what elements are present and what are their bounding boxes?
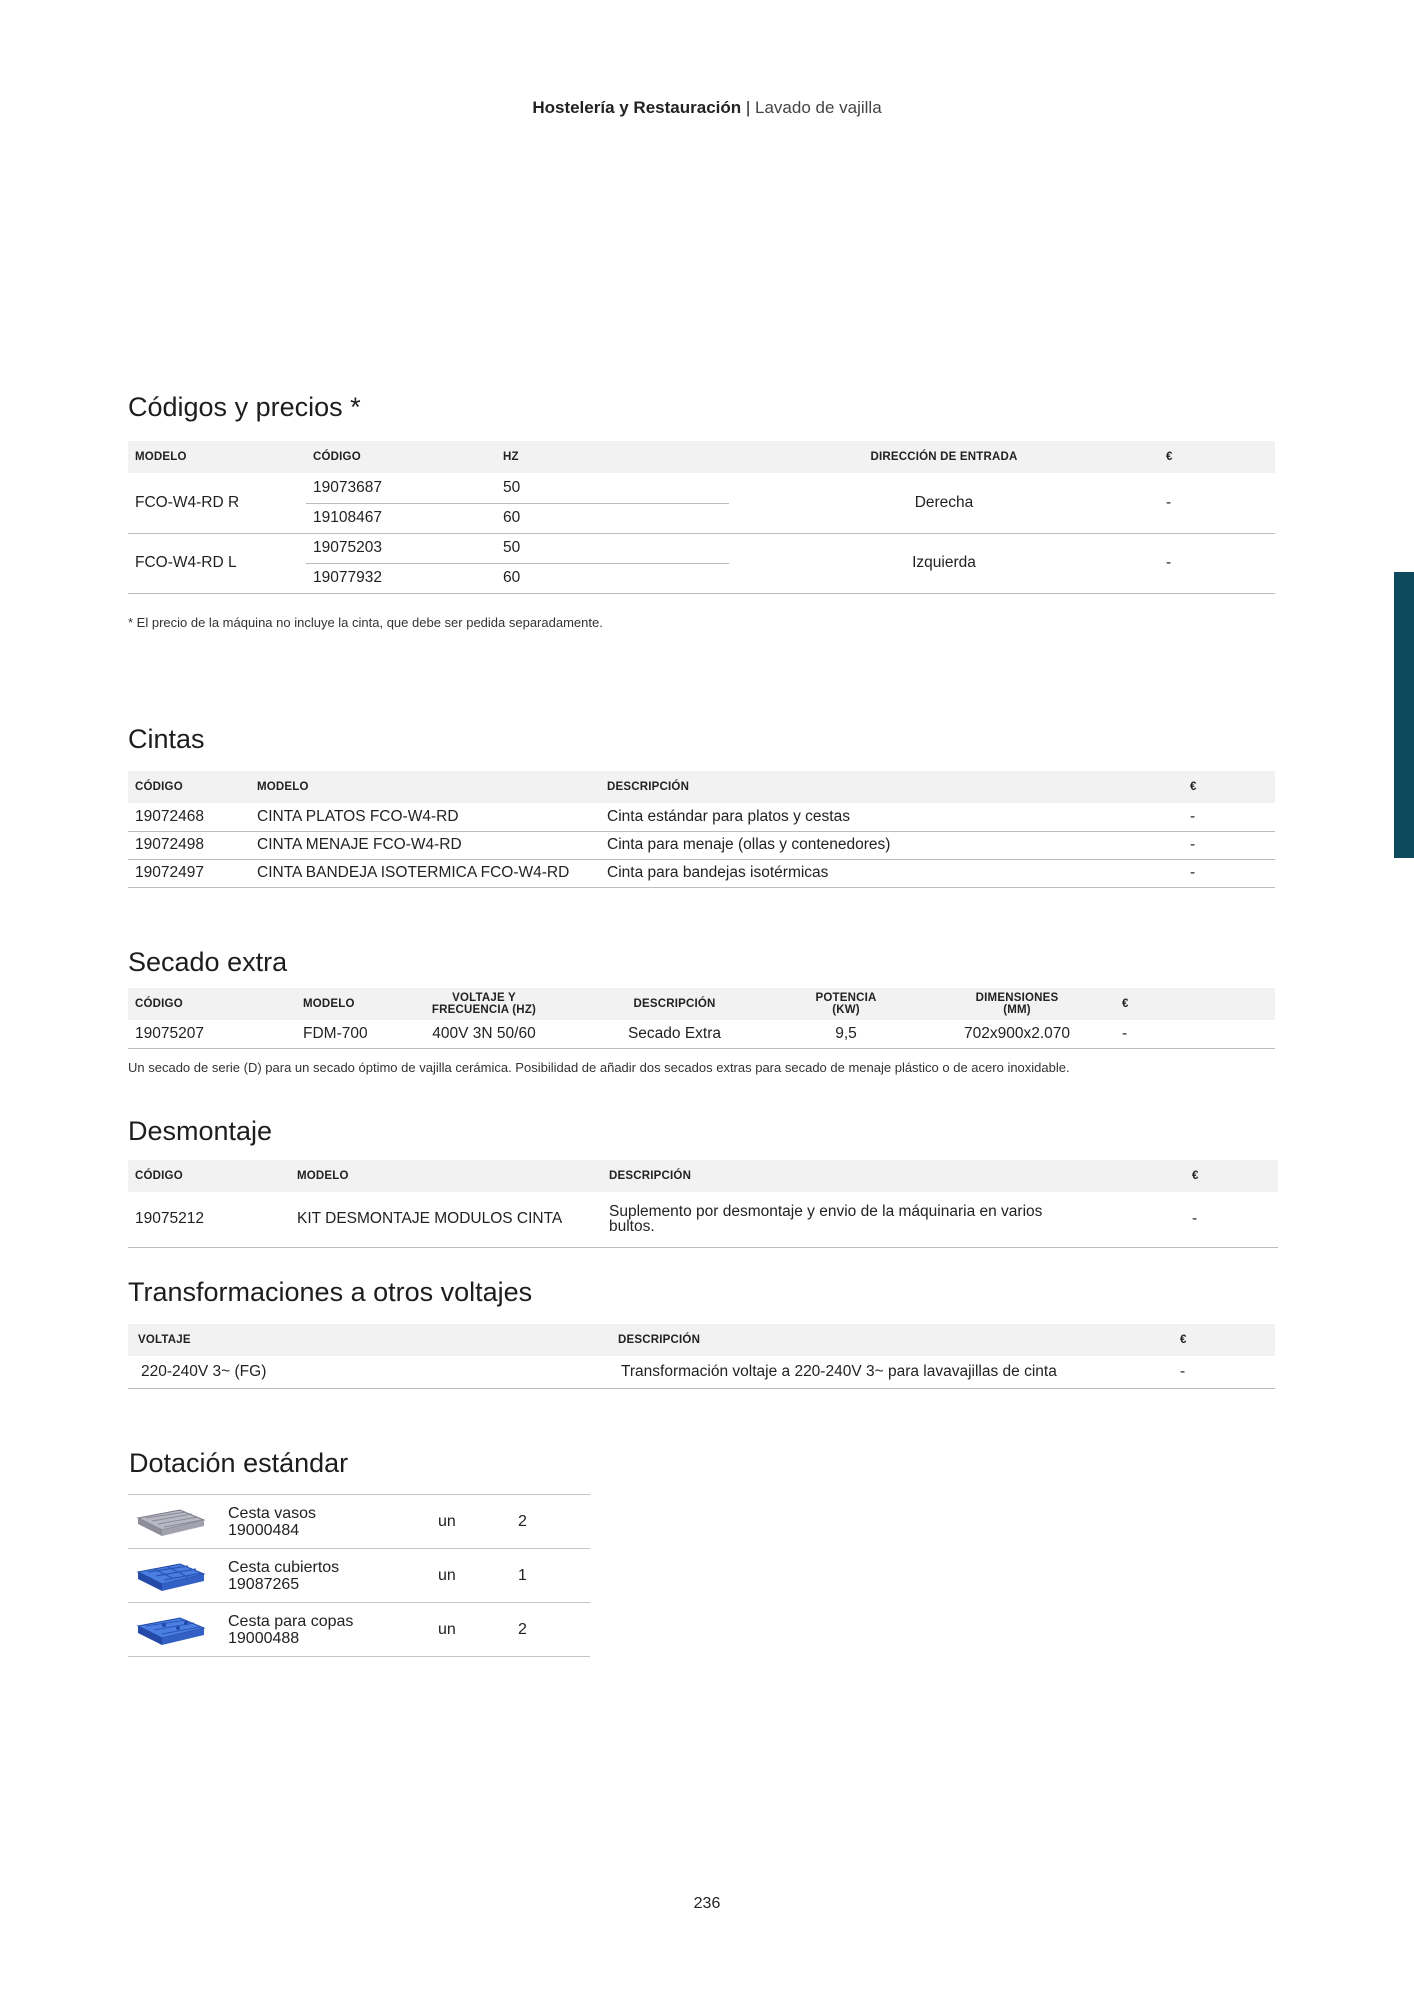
- cell-codigo: 19075212: [128, 1192, 290, 1247]
- item-nombre: Cesta cubiertos: [228, 1558, 340, 1576]
- col-hz: HZ: [496, 441, 729, 473]
- col-modelo: MODELO: [250, 771, 600, 803]
- col-precio: €: [1115, 988, 1275, 1020]
- col-voltaje-line2: FRECUENCIA (HZ): [431, 1004, 537, 1016]
- transformaciones-table: [128, 1324, 1275, 1389]
- col-modelo: MODELO: [128, 441, 306, 473]
- basket-image-cell: [128, 1603, 228, 1657]
- cell-hz: 50: [496, 473, 729, 503]
- cell-hz: 60: [496, 563, 729, 593]
- item-codigo: 19000488: [228, 1629, 300, 1647]
- cell-potencia: 9,5: [773, 1020, 919, 1048]
- cell-hz: 50: [496, 533, 729, 563]
- desmontaje-table: [128, 1160, 1278, 1248]
- cell-codigo: 19075203: [306, 533, 496, 563]
- table-row: [128, 1495, 590, 1549]
- col-codigo: CÓDIGO: [128, 1160, 290, 1192]
- col-potencia-line1: POTENCIA: [815, 992, 877, 1004]
- cell-precio: -: [1159, 533, 1275, 593]
- cell-modelo: FDM-700: [296, 1020, 392, 1048]
- table-header-row: [128, 441, 1275, 473]
- cell-precio: -: [1183, 831, 1275, 859]
- col-codigo: CÓDIGO: [128, 988, 296, 1020]
- col-precio: €: [1185, 1160, 1278, 1192]
- cell-descripcion: Transformación voltaje a 220-240V 3~ para lavavajillas de cinta: [606, 1356, 1173, 1388]
- item-cantidad: 2: [518, 1603, 590, 1657]
- cell-modelo: CINTA MENAJE FCO-W4-RD: [250, 831, 600, 859]
- table-row: [128, 1356, 1275, 1388]
- col-dimensiones-line2: (MM): [1003, 1004, 1031, 1016]
- cell-direccion: Izquierda: [729, 533, 1159, 593]
- table-header-row: [128, 771, 1275, 803]
- cell-descripcion: Cinta para menaje (ollas y contenedores): [600, 831, 1183, 859]
- table-header-row: [128, 1324, 1275, 1356]
- cell-descripcion: Secado Extra: [576, 1020, 773, 1048]
- cutlery-basket-icon: [134, 1556, 208, 1596]
- table-row: [128, 859, 1275, 887]
- cell-dimensiones: 702x900x2.070: [919, 1020, 1115, 1048]
- item-cantidad: 1: [518, 1549, 590, 1603]
- cell-modelo: FCO-W4-RD R: [128, 473, 306, 533]
- cell-descripcion: Cinta para bandejas isotérmicas: [600, 859, 1183, 887]
- codigos-table: [128, 441, 1275, 594]
- cell-modelo: CINTA BANDEJA ISOTERMICA FCO-W4-RD: [250, 859, 600, 887]
- cell-codigo: 19075207: [128, 1020, 296, 1048]
- cell-voltaje: 220-240V 3~ (FG): [128, 1356, 606, 1388]
- item-unidad: un: [438, 1603, 518, 1657]
- table-row: [128, 1549, 590, 1603]
- col-precio: €: [1159, 441, 1275, 473]
- cell-precio: -: [1115, 1020, 1275, 1048]
- cell-modelo: CINTA PLATOS FCO-W4-RD: [250, 803, 600, 831]
- table-row: [128, 831, 1275, 859]
- table-row: [128, 1192, 1278, 1247]
- cell-descripcion: [602, 1192, 1185, 1247]
- col-potencia-line2: (KW): [832, 1004, 860, 1016]
- dotacion-title: Dotación estándar: [129, 1448, 349, 1478]
- col-descripcion: DESCRIPCIÓN: [606, 1324, 1173, 1356]
- running-header: [0, 98, 1414, 118]
- cell-modelo: FCO-W4-RD L: [128, 533, 306, 593]
- cell-hz: 60: [496, 503, 729, 533]
- col-potencia: [773, 988, 919, 1020]
- table-row: [128, 803, 1275, 831]
- col-modelo: MODELO: [290, 1160, 602, 1192]
- dotacion-table: [128, 1494, 590, 1657]
- table-row: [128, 1020, 1275, 1048]
- secado-title: Secado extra: [128, 947, 288, 977]
- item-codigo: 19000484: [228, 1521, 300, 1539]
- cell-codigo: 19072497: [128, 859, 250, 887]
- col-modelo: MODELO: [296, 988, 392, 1020]
- desmontaje-title: Desmontaje: [128, 1116, 273, 1146]
- item-cantidad: 2: [518, 1495, 590, 1549]
- cintas-title: Cintas: [128, 724, 205, 754]
- page-number: 236: [693, 1895, 721, 1912]
- cell-codigo: 19073687: [306, 473, 496, 503]
- table-row: [128, 1603, 590, 1657]
- cell-codigo: 19072498: [128, 831, 250, 859]
- codigos-note: * El precio de la máquina no incluye la cinta, que debe ser pedida separadamente.: [128, 615, 603, 630]
- item-text: [228, 1603, 438, 1657]
- wine-glass-basket-icon: [134, 1610, 208, 1650]
- col-dimensiones: [919, 988, 1115, 1020]
- cell-precio: -: [1183, 859, 1275, 887]
- table-header-row: [128, 988, 1275, 1020]
- item-codigo: 19087265: [228, 1575, 300, 1593]
- col-dimensiones-line1: DIMENSIONES: [975, 992, 1059, 1004]
- item-text: [228, 1549, 438, 1603]
- col-precio: €: [1183, 771, 1275, 803]
- transformaciones-title: Transformaciones a otros voltajes: [128, 1277, 533, 1307]
- col-voltaje: [392, 988, 576, 1020]
- col-direccion: DIRECCIÓN DE ENTRADA: [729, 441, 1159, 473]
- cell-codigo: 19077932: [306, 563, 496, 593]
- cell-codigo: 19108467: [306, 503, 496, 533]
- header-separator: |: [741, 98, 756, 117]
- secado-note: Un secado de serie (D) para un secado óptimo de vajilla cerámica. Posibilidad de añadir dos secados extras para secado de menaje plástico o de acero inoxidable.: [128, 1060, 1070, 1075]
- col-voltaje-line1: VOLTAJE Y: [452, 992, 516, 1004]
- item-unidad: un: [438, 1549, 518, 1603]
- cell-descripcion-line1: Suplemento por desmontaje y envio de la máquinaria en varios: [609, 1203, 1043, 1221]
- table-row: [128, 473, 1275, 503]
- col-descripcion: DESCRIPCIÓN: [600, 771, 1183, 803]
- cell-precio: -: [1173, 1356, 1275, 1388]
- col-descripcion: DESCRIPCIÓN: [576, 988, 773, 1020]
- col-codigo: CÓDIGO: [306, 441, 496, 473]
- item-nombre: Cesta vasos: [228, 1504, 317, 1522]
- cintas-table: [128, 771, 1275, 888]
- cell-precio: -: [1185, 1192, 1278, 1247]
- cell-descripcion: Cinta estándar para platos y cestas: [600, 803, 1183, 831]
- cell-descripcion-line2: bultos.: [609, 1218, 655, 1236]
- secado-table: [128, 988, 1275, 1049]
- codigos-title: Códigos y precios *: [128, 392, 361, 422]
- header-subsection: Lavado de vajilla: [755, 98, 882, 117]
- chapter-side-tab: [1394, 572, 1414, 858]
- item-nombre: Cesta para copas: [228, 1612, 354, 1630]
- col-codigo: CÓDIGO: [128, 771, 250, 803]
- col-voltaje: VOLTAJE: [128, 1324, 606, 1356]
- glass-basket-icon: [134, 1502, 208, 1542]
- cell-direccion: Derecha: [729, 473, 1159, 533]
- item-text: [228, 1495, 438, 1549]
- cell-precio: -: [1183, 803, 1275, 831]
- col-descripcion: DESCRIPCIÓN: [602, 1160, 1185, 1192]
- table-header-row: [128, 1160, 1278, 1192]
- cell-precio: -: [1159, 473, 1275, 533]
- col-precio: €: [1173, 1324, 1275, 1356]
- cell-voltaje: 400V 3N 50/60: [392, 1020, 576, 1048]
- cell-codigo: 19072468: [128, 803, 250, 831]
- basket-image-cell: [128, 1549, 228, 1603]
- item-unidad: un: [438, 1495, 518, 1549]
- cell-modelo: KIT DESMONTAJE MODULOS CINTA: [290, 1192, 602, 1247]
- basket-image-cell: [128, 1495, 228, 1549]
- table-row: [128, 533, 1275, 563]
- header-section: Hostelería y Restauración: [532, 98, 742, 117]
